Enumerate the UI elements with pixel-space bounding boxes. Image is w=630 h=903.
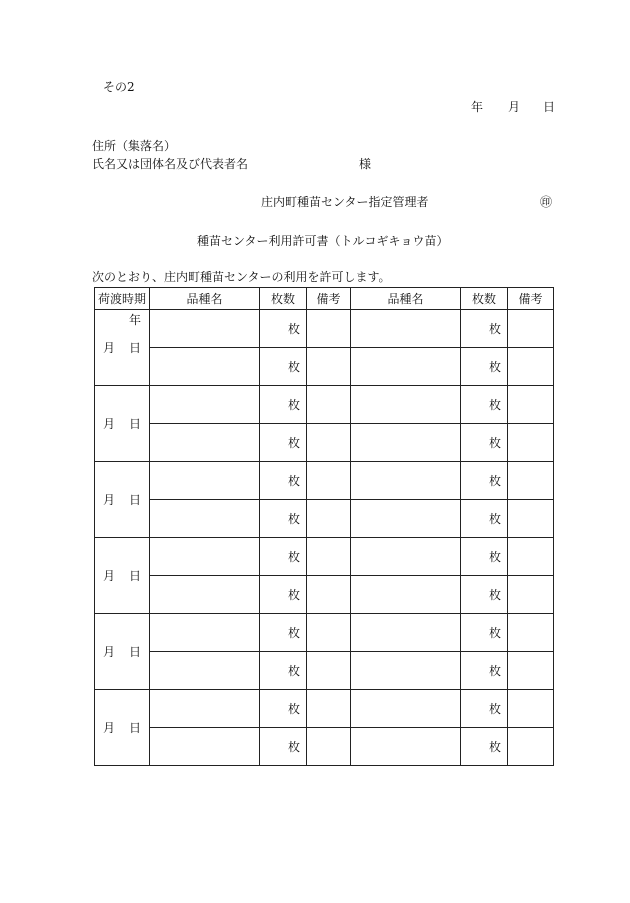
table-header-row — [95, 288, 554, 310]
delivery-date-cell[interactable] — [95, 690, 150, 766]
form-number: その2 — [103, 80, 135, 94]
remarks-cell[interactable] — [307, 386, 351, 424]
variety-name-cell[interactable] — [150, 652, 260, 690]
sheet-unit-label: 枚 — [488, 550, 501, 564]
sheet-unit-label: 枚 — [488, 512, 501, 526]
remarks-cell[interactable] — [307, 728, 351, 766]
remarks-cell-2[interactable] — [508, 310, 554, 348]
day-label: 日 — [129, 720, 142, 735]
remarks-cell-2[interactable] — [508, 348, 554, 386]
table-row — [95, 500, 554, 538]
table-row — [95, 386, 554, 424]
document-title: 種苗センター利用許可書（トルコギキョウ苗） — [197, 234, 449, 248]
sheet-count-cell-2[interactable] — [461, 500, 508, 538]
month-label: 月 — [102, 492, 115, 507]
remarks-cell[interactable] — [307, 348, 351, 386]
sheet-count-cell[interactable] — [260, 614, 307, 652]
sheet-count-cell[interactable] — [260, 462, 307, 500]
day-label: 日 — [129, 492, 142, 507]
month-label: 月 — [102, 340, 115, 355]
remarks-cell[interactable] — [307, 690, 351, 728]
sheet-unit-label: 枚 — [488, 436, 501, 450]
variety-name-cell-2[interactable] — [351, 424, 461, 462]
remarks-cell-2[interactable] — [508, 576, 554, 614]
remarks-cell[interactable] — [307, 538, 351, 576]
table-row — [95, 728, 554, 766]
remarks-cell[interactable] — [307, 310, 351, 348]
day-label: 日 — [129, 340, 142, 355]
date-year-label: 年 — [471, 100, 484, 114]
variety-name-cell[interactable] — [150, 728, 260, 766]
table-row — [95, 424, 554, 462]
address-label: 住所（集落名） — [92, 139, 177, 153]
sheet-unit-label: 枚 — [287, 588, 300, 602]
header-variety-name-2: 品種名 — [351, 288, 461, 310]
delivery-date-cell[interactable] — [95, 386, 150, 462]
header-sheet-count-2: 枚数 — [461, 288, 508, 310]
sheet-count-cell-2[interactable] — [461, 652, 508, 690]
month-label: 月 — [102, 644, 115, 659]
table-row — [95, 614, 554, 652]
sheet-unit-label: 枚 — [488, 588, 501, 602]
variety-name-cell[interactable] — [150, 690, 260, 728]
variety-name-cell-2[interactable] — [351, 652, 461, 690]
remarks-cell[interactable] — [307, 462, 351, 500]
variety-name-cell-2[interactable] — [351, 614, 461, 652]
sheet-count-cell[interactable] — [260, 576, 307, 614]
sheet-unit-label: 枚 — [488, 740, 501, 754]
remarks-cell-2[interactable] — [508, 462, 554, 500]
variety-name-cell-2[interactable] — [351, 310, 461, 348]
header-variety-name: 品種名 — [150, 288, 260, 310]
sheet-unit-label: 枚 — [287, 626, 300, 640]
variety-name-cell-2[interactable] — [351, 690, 461, 728]
remarks-cell-2[interactable] — [508, 538, 554, 576]
sheet-unit-label: 枚 — [488, 702, 501, 716]
sheet-count-cell-2[interactable] — [461, 538, 508, 576]
variety-name-cell[interactable] — [150, 576, 260, 614]
sheet-count-cell-2[interactable] — [461, 690, 508, 728]
sheet-count-cell-2[interactable] — [461, 728, 508, 766]
delivery-date-cell[interactable] — [95, 538, 150, 614]
sheet-count-cell[interactable] — [260, 500, 307, 538]
table-row — [95, 538, 554, 576]
day-label: 日 — [129, 568, 142, 583]
table-row — [95, 310, 554, 348]
sheet-count-cell[interactable] — [260, 652, 307, 690]
variety-name-cell[interactable] — [150, 386, 260, 424]
remarks-cell-2[interactable] — [508, 690, 554, 728]
sheet-unit-label: 枚 — [287, 664, 300, 678]
month-label: 月 — [102, 720, 115, 735]
sheet-count-cell[interactable] — [260, 424, 307, 462]
sheet-unit-label: 枚 — [287, 360, 300, 374]
name-label: 氏名又は団体名及び代表者名 — [92, 157, 249, 171]
table-row — [95, 348, 554, 386]
sheet-count-cell[interactable] — [260, 310, 307, 348]
remarks-cell-2[interactable] — [508, 424, 554, 462]
sheet-count-cell[interactable] — [260, 538, 307, 576]
intro-text: 次のとおり、庄内町種苗センターの利用を許可します。 — [92, 270, 391, 284]
remarks-cell[interactable] — [307, 614, 351, 652]
variety-name-cell[interactable] — [150, 424, 260, 462]
remarks-cell-2[interactable] — [508, 386, 554, 424]
sheet-unit-label: 枚 — [287, 740, 300, 754]
sheet-count-cell-2[interactable] — [461, 310, 508, 348]
sheet-count-cell[interactable] — [260, 728, 307, 766]
header-remarks-2: 備考 — [508, 288, 554, 310]
remarks-cell-2[interactable] — [508, 652, 554, 690]
header-delivery-period: 荷渡時期 — [95, 288, 150, 310]
header-sheet-count: 枚数 — [260, 288, 307, 310]
sheet-unit-label: 枚 — [488, 474, 501, 488]
remarks-cell[interactable] — [307, 424, 351, 462]
sheet-unit-label: 枚 — [287, 702, 300, 716]
variety-name-cell-2[interactable] — [351, 728, 461, 766]
remarks-cell-2[interactable] — [508, 500, 554, 538]
sheet-count-cell[interactable] — [260, 386, 307, 424]
sheet-count-cell-2[interactable] — [461, 386, 508, 424]
day-label: 日 — [129, 644, 142, 659]
remarks-cell[interactable] — [307, 576, 351, 614]
month-label: 月 — [102, 416, 115, 431]
sheet-count-cell-2[interactable] — [461, 576, 508, 614]
sheet-unit-label: 枚 — [287, 436, 300, 450]
delivery-date-cell[interactable] — [95, 462, 150, 538]
sheet-count-cell-2[interactable] — [461, 424, 508, 462]
month-label: 月 — [102, 568, 115, 583]
honorific: 様 — [359, 157, 372, 171]
sheet-unit-label: 枚 — [287, 550, 300, 564]
sheet-count-cell-2[interactable] — [461, 462, 508, 500]
date-month-label: 月 — [508, 100, 521, 114]
sheet-count-cell[interactable] — [260, 348, 307, 386]
sheet-unit-label: 枚 — [287, 474, 300, 488]
day-label: 日 — [129, 416, 142, 431]
variety-name-cell-2[interactable] — [351, 386, 461, 424]
variety-name-cell-2[interactable] — [351, 500, 461, 538]
sheet-count-cell[interactable] — [260, 690, 307, 728]
table-row — [95, 652, 554, 690]
sheet-count-cell-2[interactable] — [461, 614, 508, 652]
sheet-unit-label: 枚 — [287, 512, 300, 526]
sheet-count-cell-2[interactable] — [461, 348, 508, 386]
remarks-cell-2[interactable] — [508, 614, 554, 652]
sheet-unit-label: 枚 — [488, 626, 501, 640]
sheet-unit-label: 枚 — [488, 398, 501, 412]
delivery-date-cell[interactable] — [95, 614, 150, 690]
variety-name-cell-2[interactable] — [351, 576, 461, 614]
sheet-unit-label: 枚 — [287, 398, 300, 412]
variety-name-cell[interactable] — [150, 614, 260, 652]
variety-name-cell[interactable] — [150, 538, 260, 576]
variety-name-cell[interactable] — [150, 348, 260, 386]
variety-name-cell-2[interactable] — [351, 462, 461, 500]
table-row — [95, 576, 554, 614]
header-remarks: 備考 — [307, 288, 351, 310]
year-label: 年 — [128, 313, 141, 327]
variety-name-cell[interactable] — [150, 310, 260, 348]
issuer-label: 庄内町種苗センター指定管理者 — [261, 195, 429, 209]
table-row — [95, 690, 554, 728]
sheet-unit-label: 枚 — [287, 322, 300, 336]
remarks-cell[interactable] — [307, 500, 351, 538]
sheet-unit-label: 枚 — [488, 664, 501, 678]
variety-name-cell-2[interactable] — [351, 538, 461, 576]
table-row — [95, 462, 554, 500]
remarks-cell[interactable] — [307, 652, 351, 690]
date-day-label: 日 — [543, 100, 556, 114]
sheet-unit-label: 枚 — [488, 322, 501, 336]
delivery-date-cell[interactable] — [95, 310, 150, 386]
seal-mark: ㊞ — [540, 195, 553, 209]
variety-name-cell-2[interactable] — [351, 348, 461, 386]
sheet-unit-label: 枚 — [488, 360, 501, 374]
variety-name-cell[interactable] — [150, 500, 260, 538]
variety-name-cell[interactable] — [150, 462, 260, 500]
remarks-cell-2[interactable] — [508, 728, 554, 766]
permit-table — [94, 287, 554, 766]
